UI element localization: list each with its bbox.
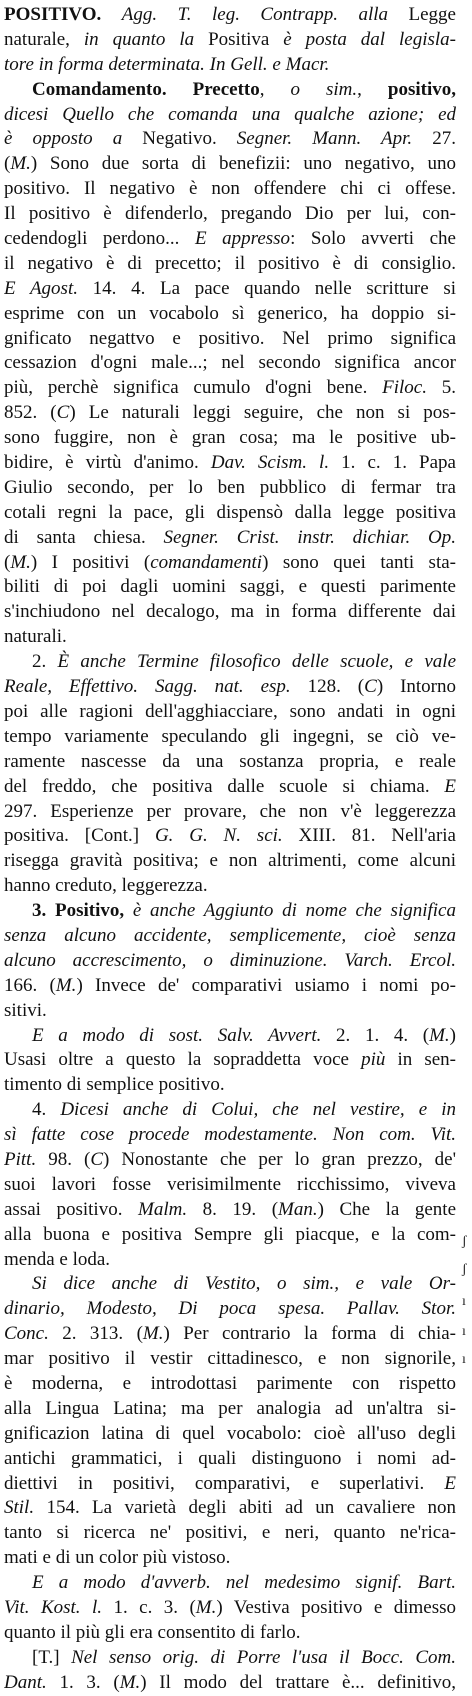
text-run: del freddo, che positiva dalle scuole si chiama. <box>4 775 445 797</box>
text-run: 2. <box>32 651 58 673</box>
text-run: , <box>357 78 388 100</box>
text-run: antichi grammatici, i quali distinguono i nomi ad- <box>4 1447 456 1469</box>
text-line <box>4 376 456 401</box>
text-run: 1. c. 3. ( <box>102 1597 196 1618</box>
text-run: mar positivo il vestir cittadinesco, e non signorile, <box>4 1348 456 1370</box>
text-run: XIII. 81. Nell'aria <box>282 825 456 847</box>
text-run: , <box>259 78 291 100</box>
text-run: ) Che la gente <box>317 1198 456 1220</box>
text-run: Pitt. <box>4 1148 37 1170</box>
text-run: Legge <box>388 4 456 25</box>
text-line <box>4 800 456 825</box>
text-line <box>4 775 456 800</box>
text-line <box>4 700 456 725</box>
text-run: in quanto la <box>83 28 195 50</box>
text-run: s'inchiudono nel decalogo, ma in forma differente dai <box>4 601 456 623</box>
text-line <box>4 750 456 775</box>
text-run: 1. 3. ( <box>46 1671 120 1693</box>
text-line <box>4 351 456 376</box>
text-run: 297. Esperienze per provare, che non v'è leggerezza <box>4 800 456 822</box>
text-run: Agg. T. leg. Contrapp. alla <box>121 4 389 25</box>
text-line <box>4 924 456 949</box>
text-line <box>4 1447 456 1472</box>
text-run: suoi lavori fosse verisimilmente ricchissimo, viveva <box>4 1173 456 1195</box>
text-line <box>4 874 456 899</box>
text-line <box>4 1596 456 1621</box>
text-line <box>4 277 456 302</box>
text-run: in sen- <box>385 1049 456 1071</box>
text-line <box>4 1322 456 1347</box>
text-line <box>4 327 456 352</box>
text-run: Negativo. <box>122 128 237 150</box>
text-run: [T.] <box>32 1646 72 1668</box>
text-run: 98. ( <box>36 1148 91 1170</box>
text-line <box>4 1472 456 1497</box>
text-line <box>4 1098 456 1123</box>
text-line <box>4 999 456 1024</box>
text-run: Dicesi anche di Colui, che nel vestire, e in <box>60 1099 456 1121</box>
text-line <box>4 451 456 476</box>
text-run: tanto si ricerca ne' positivi, e neri, quanto ne'rica- <box>4 1522 456 1544</box>
text-run: M. <box>429 1024 450 1046</box>
text-run: ) Vestiva positivo e dimesso <box>216 1597 456 1618</box>
text-line <box>4 1571 456 1596</box>
text-run: E appresso <box>194 228 291 250</box>
text-run: ) I positivi ( <box>30 551 151 573</box>
text-run: menda e loda. <box>4 1248 111 1270</box>
text-run: poi alle ragioni dell'agghiacciare, sono andati in ogni <box>4 700 456 722</box>
text-run: alcuno accrescimento, o diminuzione. Varch. Ercol. <box>4 949 456 971</box>
text-line <box>4 177 456 202</box>
text-run <box>124 900 133 921</box>
text-run: E Agost. <box>4 277 78 299</box>
text-run: il negativo è di precetto; il positivo è di consiglio. <box>4 252 456 274</box>
text-run: : Solo avverti che <box>290 228 456 250</box>
text-run: gnificazion latina di quel vocabolo: cioè all'uso degli <box>4 1422 456 1444</box>
text-line <box>4 1248 456 1273</box>
text-run: Vit. Kost. l. <box>4 1597 103 1618</box>
text-line <box>4 202 456 227</box>
text-line <box>4 252 456 277</box>
text-line <box>4 1173 456 1198</box>
text-run: o sim. <box>290 78 358 100</box>
text-run: E <box>444 775 456 797</box>
text-run: bidire, è virtù d'animo. <box>4 452 211 474</box>
text-run: timento di semplice positivo. <box>4 1074 225 1096</box>
text-run: 3. Positivo, <box>32 900 125 922</box>
text-line <box>4 426 456 451</box>
text-run: 852. ( <box>4 402 57 424</box>
text-line <box>4 3 456 28</box>
text-run: cotali regni la pace, gli dispensò dalla legge positiva <box>4 501 456 523</box>
text-line <box>4 625 456 650</box>
text-run: M. <box>10 551 31 573</box>
text-run: Conc. <box>4 1323 49 1345</box>
text-run: 128. ( <box>290 676 365 698</box>
text-run: Filoc. <box>382 377 427 399</box>
text-line <box>4 1397 456 1422</box>
text-run: è anche Aggiunto di nome che significa <box>132 900 456 922</box>
text-run: Positiva <box>194 28 284 50</box>
text-run: naturale, <box>4 28 84 50</box>
text-line <box>4 949 456 974</box>
text-line <box>4 152 456 177</box>
text-run: positivo, <box>387 78 456 100</box>
text-line <box>4 575 456 600</box>
text-run: Man. <box>278 1198 318 1220</box>
text-line <box>4 1347 456 1372</box>
text-line <box>4 899 456 924</box>
text-run: ) Invece de' comparativi usiamo i nomi po- <box>76 974 456 996</box>
text-run: alla buona e positiva Sempre gli piacque, e la com- <box>4 1223 456 1245</box>
text-run: ) Intorno <box>376 676 456 698</box>
text-line <box>4 78 456 103</box>
text-line <box>4 725 456 750</box>
text-line <box>4 1223 456 1248</box>
text-run: Giulio secondo, per lo ben pubblico di fermar tra <box>4 476 456 498</box>
text-run: Segner. Crist. instr. dichiar. Op. <box>163 526 456 548</box>
text-run: ) sono quei tanti sta- <box>262 551 456 573</box>
text-run: 5. <box>426 377 456 399</box>
text-run: 1. c. 1. Papa <box>329 452 456 474</box>
text-line <box>4 1148 456 1173</box>
text-run: cessazion d'ogni male...; nel secondo significa ancor <box>4 352 456 374</box>
text-line <box>4 600 456 625</box>
text-run: è posta dal legisla- <box>283 28 456 50</box>
text-line <box>4 53 456 78</box>
text-run: di santa chiesa. <box>4 526 164 548</box>
text-run: M. <box>55 974 77 996</box>
text-line <box>4 1646 456 1671</box>
text-line <box>4 650 456 675</box>
text-run: 8. 19. ( <box>187 1198 279 1220</box>
text-run: sì fatte cose procede modestamente. Non com. Vit. <box>4 1124 456 1146</box>
text-line <box>4 103 456 128</box>
text-line <box>4 974 456 999</box>
text-run: C <box>90 1148 104 1170</box>
text-line <box>4 227 456 252</box>
text-line <box>4 849 456 874</box>
text-run: mati e di un color più vistoso. <box>4 1547 231 1569</box>
text-run: hanno creduto, leggerezza. <box>4 875 208 897</box>
text-run: ) Sono due sorta di benefizii: uno negativo, uno <box>30 153 456 175</box>
text-run: Dant. <box>4 1671 47 1693</box>
text-line <box>4 1372 456 1397</box>
text-run: biliti di poi dagli uomini saggi, e questi parimente <box>4 576 456 598</box>
text-run: gnificato negattvo e positivo. Nel primo significa <box>4 327 456 349</box>
text-run: Dav. Scism. l. <box>210 452 330 474</box>
text-run: positiva. [Cont.] <box>4 825 155 847</box>
text-run: ) <box>449 1024 456 1046</box>
text-run: M. <box>10 153 31 175</box>
text-line <box>4 476 456 501</box>
text-run: diettivi in positivi, comparativi, e superlativi. <box>4 1472 445 1494</box>
text-line <box>4 302 456 327</box>
text-run: ) Per contrario la forma di chia- <box>163 1323 456 1345</box>
text-run: C <box>56 402 70 424</box>
text-run: 27. <box>412 128 456 150</box>
text-line <box>4 1073 456 1098</box>
text-run: naturali. <box>4 626 67 648</box>
text-run: M. <box>119 1671 141 1693</box>
text-run: Usasi oltre a questo la sopraddetta voce <box>4 1049 362 1071</box>
text-run: Segner. Mann. Apr. <box>236 128 413 150</box>
text-run: 4. <box>32 1099 61 1121</box>
text-run: sitivi. <box>4 999 47 1021</box>
text-run: Nel senso orig. di Porre l'usa il Bocc. Com. <box>71 1646 456 1668</box>
text-run: POSITIVO. <box>4 4 102 25</box>
text-run: M. <box>142 1323 164 1345</box>
text-run: Il positivo è difenderlo, pregando Dio per lui, con- <box>4 203 456 225</box>
text-run: quanto il più gli era consentito di farlo. <box>4 1621 301 1643</box>
text-line <box>4 1024 456 1049</box>
text-line <box>4 1422 456 1447</box>
text-run: sono fuggire, non è gran cosa; ma le positive ub- <box>4 427 456 449</box>
text-run: risegga gravità positiva; e non altrimenti, come alcuni <box>4 850 456 872</box>
text-run: alla Lingua Latina; ma per analogia ad un'altra si- <box>4 1397 456 1419</box>
text-run: positivo. Il negativo è non offendere chi ci offese. <box>4 178 456 200</box>
text-run: è moderna, e introdottasi parimente con rispetto <box>4 1372 456 1394</box>
text-run: più, perchè significa cumulo d'ogni bene. <box>4 377 383 399</box>
text-run: Malm. <box>138 1198 188 1220</box>
text-run: tempo variamente speculando gli ingegni, se ciò ve- <box>4 725 456 747</box>
text-run: ( <box>4 551 11 573</box>
text-run: esprime con un vocabolo sì generico, ha doppio si- <box>4 302 456 324</box>
text-run: 2. 1. 4. ( <box>321 1024 430 1046</box>
text-line <box>4 1496 456 1521</box>
text-run: E a modo di sost. Salv. Avvert. <box>32 1024 322 1046</box>
text-run: E a modo d'avverb. nel medesimo signif. Bart. <box>32 1572 456 1594</box>
text-line <box>4 675 456 700</box>
text-line <box>4 526 456 551</box>
text-run: Stil. <box>4 1497 35 1519</box>
margin-marks: ʃ ʃ ı ı ı <box>462 1234 467 1367</box>
text-run: è opposto a <box>4 128 123 150</box>
text-line <box>4 824 456 849</box>
text-run: C <box>364 676 377 698</box>
text-run: G. G. N. sci. <box>154 825 283 847</box>
text-run: dicesi Quello che comanda una qualche azione; ed <box>4 103 456 125</box>
text-run: più <box>361 1049 386 1071</box>
text-line <box>4 127 456 152</box>
text-run: Comandamento. Precetto <box>32 78 260 100</box>
text-run: senza alcuno accidente, semplicemente, cioè senza <box>4 924 456 946</box>
text-line <box>4 1521 456 1546</box>
text-run: 14. 4. La pace quando nelle scritture si <box>77 277 456 299</box>
text-run: dinario, Modesto, Di poca spesa. Pallav. Stor. <box>4 1298 456 1320</box>
text-line <box>4 1621 456 1646</box>
text-run: comandamenti <box>150 551 263 573</box>
text-run: M. <box>195 1597 217 1618</box>
text-run: ) Nonostante che per lo gran prezzo, de' <box>103 1148 456 1170</box>
text-run: 154. La varietà degli abiti ad un cavaliere non <box>34 1497 456 1519</box>
text-line <box>4 1546 456 1571</box>
text-run: Si dice anche di Vestito, o sim., e vale Or- <box>32 1273 456 1295</box>
text-line <box>4 1272 456 1297</box>
text-run <box>101 4 121 25</box>
text-run: 166. ( <box>4 974 56 996</box>
text-line <box>4 28 456 53</box>
text-line <box>4 1048 456 1073</box>
text-run: assai positivo. <box>4 1198 138 1220</box>
text-line <box>4 1198 456 1223</box>
text-line <box>4 1123 456 1148</box>
text-line <box>4 401 456 426</box>
text-run: Reale, Effettivo. Sagg. nat. esp. <box>4 676 291 698</box>
text-run: ) Le naturali leggi seguire, che non si pos- <box>69 402 456 424</box>
text-run: ramente nascesse da una sostanza propria, e reale <box>4 750 456 772</box>
text-run: ) Il modo del trattare è... definitivo, <box>140 1671 456 1693</box>
text-run: ( <box>4 153 11 175</box>
text-run: È anche Termine filosofico delle scuole, e vale <box>57 651 456 673</box>
text-line <box>4 1297 456 1322</box>
text-run: 2. 313. ( <box>48 1323 143 1345</box>
text-run: cedendogli perdono... <box>4 228 195 250</box>
text-run: tore in forma determinata. In Gell. e Macr. <box>4 53 330 75</box>
text-line <box>4 1671 456 1696</box>
text-run: E <box>444 1472 456 1494</box>
text-line <box>4 501 456 526</box>
text-line <box>4 551 456 576</box>
